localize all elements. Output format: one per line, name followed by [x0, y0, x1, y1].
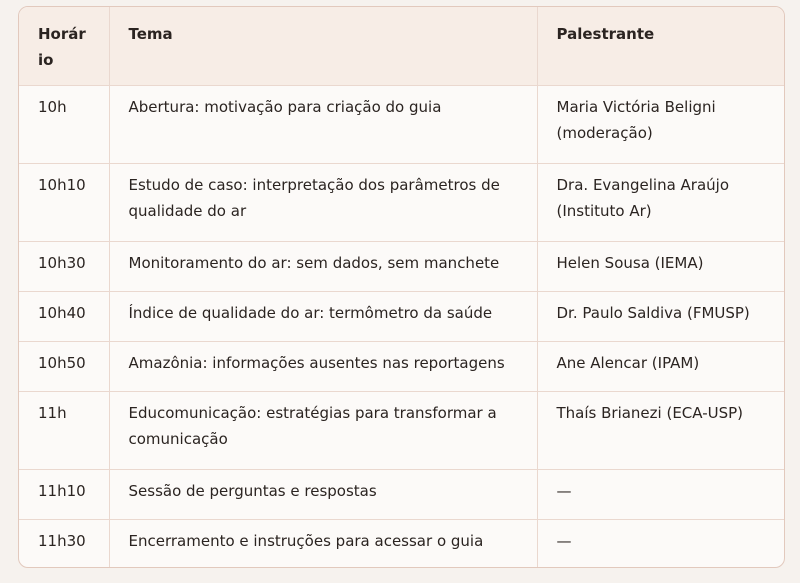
cell-speaker: Dra. Evangelina Araújo (Instituto Ar) — [537, 163, 784, 241]
cell-speaker: Ane Alencar (IPAM) — [537, 341, 784, 391]
cell-time: 10h30 — [19, 241, 109, 291]
cell-time: 11h10 — [19, 469, 109, 519]
table-row — [19, 391, 784, 469]
column-header-time: Horário — [19, 7, 109, 85]
column-header-topic: Tema — [109, 7, 537, 85]
cell-topic: Encerramento e instruções para acessar o guia — [109, 519, 537, 568]
cell-topic: Abertura: motivação para criação do guia — [109, 85, 537, 163]
cell-speaker: — — [537, 519, 784, 568]
cell-speaker: Maria Victória Beligni (moderação) — [537, 85, 784, 163]
cell-time: 10h — [19, 85, 109, 163]
table-row — [19, 341, 784, 391]
cell-speaker: Thaís Brianezi (ECA-USP) — [537, 391, 784, 469]
cell-time: 10h50 — [19, 341, 109, 391]
table-header-row — [19, 7, 784, 85]
table-row — [19, 469, 784, 519]
table-row — [19, 519, 784, 568]
cell-time: 11h — [19, 391, 109, 469]
cell-speaker: Helen Sousa (IEMA) — [537, 241, 784, 291]
table-row — [19, 85, 784, 163]
cell-topic: Índice de qualidade do ar: termômetro da saúde — [109, 291, 537, 341]
cell-topic: Estudo de caso: interpretação dos parâmetros de qualidade do ar — [109, 163, 537, 241]
cell-time: 10h10 — [19, 163, 109, 241]
cell-topic: Sessão de perguntas e respostas — [109, 469, 537, 519]
schedule-table — [19, 7, 784, 568]
cell-speaker: Dr. Paulo Saldiva (FMUSP) — [537, 291, 784, 341]
cell-time: 10h40 — [19, 291, 109, 341]
cell-topic: Monitoramento do ar: sem dados, sem manchete — [109, 241, 537, 291]
column-header-speaker: Palestrante — [537, 7, 784, 85]
schedule-table-container — [18, 6, 785, 568]
cell-topic: Amazônia: informações ausentes nas reportagens — [109, 341, 537, 391]
table-row — [19, 291, 784, 341]
cell-time: 11h30 — [19, 519, 109, 568]
table-row — [19, 163, 784, 241]
cell-speaker: — — [537, 469, 784, 519]
cell-topic: Educomunicação: estratégias para transformar a comunicação — [109, 391, 537, 469]
table-row — [19, 241, 784, 291]
